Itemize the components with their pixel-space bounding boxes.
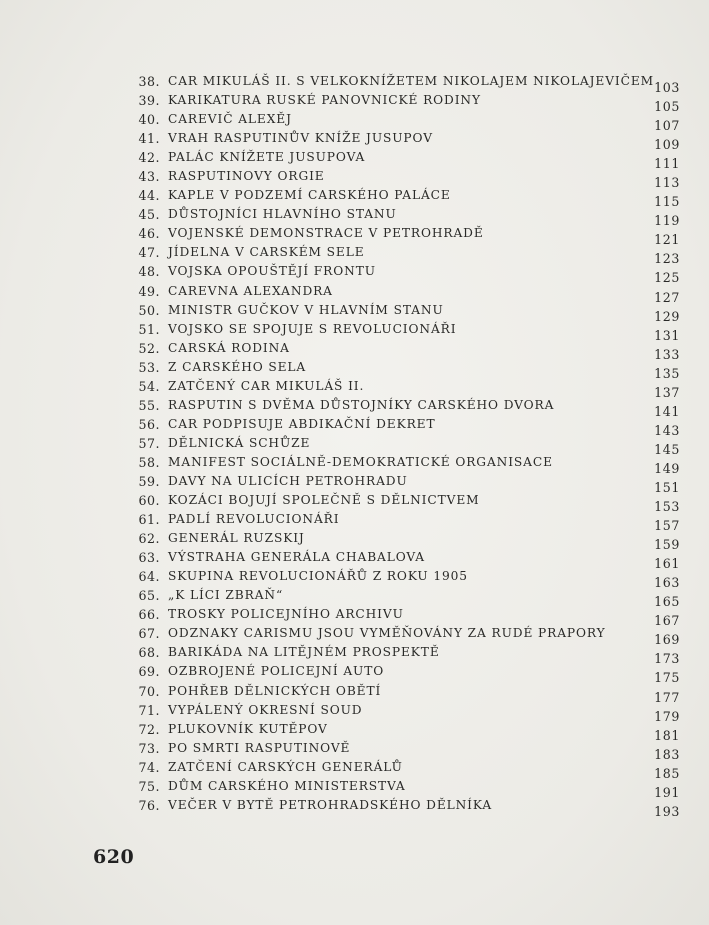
toc-entry bbox=[132, 110, 688, 134]
entry-title: KARIKATURA RUSKÉ PANOVNICKÉ RODINY bbox=[168, 93, 481, 108]
entry-page-number: 145 bbox=[654, 441, 680, 457]
entry-page-number: 137 bbox=[654, 384, 680, 400]
entry-page-number: 107 bbox=[654, 118, 680, 134]
entry-page-number: 149 bbox=[654, 460, 680, 476]
entry-title: VOJSKA OPOUŠTĚJÍ FRONTU bbox=[168, 264, 376, 279]
entry-number: 60. bbox=[138, 493, 160, 509]
entry-number: 45. bbox=[138, 207, 160, 223]
entry-number: 66. bbox=[138, 607, 160, 623]
entry-title: VEČER V BYTĚ PETROHRADSKÉHO DĚLNÍKA bbox=[168, 797, 493, 812]
entry-title: VYPÁLENÝ OKRESNÍ SOUD bbox=[168, 702, 363, 717]
entry-title: PO SMRTI RASPUTINOVĚ bbox=[168, 740, 351, 755]
entry-number: 76. bbox=[138, 797, 160, 813]
entry-title: BARIKÁDA NA LITĚJNÉM PROSPEKTĚ bbox=[168, 645, 440, 660]
entry-page-number: 127 bbox=[654, 289, 680, 305]
entry-title: MANIFEST SOCIÁLNĚ-DEMOKRATICKÉ ORGANISACE bbox=[168, 454, 553, 469]
entry-number: 41. bbox=[138, 131, 160, 147]
entry-number: 54. bbox=[138, 378, 160, 394]
entry-number: 52. bbox=[138, 340, 160, 356]
entry-title: PLUKOVNÍK KUTĚPOV bbox=[168, 721, 328, 736]
entry-page-number: 183 bbox=[654, 746, 680, 762]
entry-page-number: 161 bbox=[654, 556, 680, 572]
entry-title: Z CARSKÉHO SELA bbox=[168, 359, 307, 374]
entry-page-number: 125 bbox=[654, 270, 680, 286]
toc-entry bbox=[132, 339, 688, 362]
entry-number: 68. bbox=[138, 645, 160, 661]
entry-title: KOZÁCI BOJUJÍ SPOLEČNĚ S DĚLNICTVEM bbox=[168, 493, 480, 508]
entry-title: VRAH RASPUTINŮV KNÍŽE JUSUPOV bbox=[168, 131, 433, 146]
toc-entry bbox=[132, 605, 688, 629]
entry-number: 40. bbox=[138, 112, 160, 128]
toc-entry bbox=[132, 624, 688, 648]
entry-page-number: 113 bbox=[654, 175, 680, 191]
toc-entry bbox=[132, 529, 688, 553]
toc-entry bbox=[132, 758, 688, 781]
toc-entry bbox=[132, 567, 688, 591]
entry-page-number: 141 bbox=[654, 403, 680, 419]
toc-entry bbox=[132, 491, 688, 515]
entry-number: 55. bbox=[138, 397, 160, 413]
toc-entry bbox=[132, 701, 688, 724]
toc-entry bbox=[132, 91, 688, 115]
entry-title: VOJENSKÉ DEMONSTRACE V PETROHRADĚ bbox=[168, 226, 484, 241]
toc-entry bbox=[132, 662, 688, 686]
toc-entry bbox=[132, 415, 688, 438]
entry-page-number: 167 bbox=[654, 613, 680, 629]
toc-entry bbox=[132, 510, 688, 534]
entry-title: CAR MIKULÁŠ II. S VELKOKNÍŽETEM NIKOLAJEM NIKOLAJEVIČEM bbox=[168, 74, 655, 88]
entry-page-number: 143 bbox=[654, 422, 680, 438]
entry-number: 59. bbox=[138, 473, 160, 489]
entry-number: 56. bbox=[138, 416, 160, 432]
toc-entry bbox=[132, 129, 688, 153]
entry-number: 38. bbox=[138, 74, 160, 89]
entry-number: 47. bbox=[138, 245, 160, 261]
entry-page-number: 185 bbox=[654, 765, 680, 781]
toc-entry bbox=[132, 205, 688, 229]
toc-entry bbox=[132, 243, 688, 267]
entry-number: 72. bbox=[138, 721, 160, 737]
entry-number: 75. bbox=[138, 778, 160, 794]
entry-number: 61. bbox=[138, 512, 160, 528]
entry-title: DŮM CARSKÉHO MINISTERSTVA bbox=[168, 778, 406, 793]
entry-title: KAPLE V PODZEMÍ CARSKÉHO PALÁCE bbox=[168, 188, 451, 203]
list-of-illustrations bbox=[132, 72, 688, 819]
toc-entry bbox=[132, 548, 688, 572]
toc-entry bbox=[132, 472, 688, 495]
entry-page-number: 129 bbox=[654, 308, 680, 324]
entry-page-number: 175 bbox=[654, 670, 680, 686]
entry-page-number: 109 bbox=[654, 137, 680, 153]
entry-number: 39. bbox=[138, 93, 160, 109]
toc-entry bbox=[132, 777, 688, 800]
entry-page-number: 111 bbox=[654, 156, 680, 172]
entry-title: MINISTR GUČKOV V HLAVNÍM STANU bbox=[168, 302, 444, 317]
entry-number: 73. bbox=[138, 740, 160, 756]
entry-title: PALÁC KNÍŽETE JUSUPOVA bbox=[168, 150, 366, 165]
entry-number: 74. bbox=[138, 759, 160, 775]
entry-page-number: 157 bbox=[654, 518, 680, 534]
toc-entry bbox=[132, 358, 688, 381]
toc-entry bbox=[132, 720, 688, 743]
toc-entry bbox=[132, 72, 688, 95]
entry-title: POHŘEB DĚLNICKÝCH OBĚTÍ bbox=[168, 683, 382, 698]
entry-number: 46. bbox=[138, 226, 160, 242]
entry-title: SKUPINA REVOLUCIONÁŘŮ Z ROKU 1905 bbox=[168, 569, 468, 584]
entry-page-number: 119 bbox=[654, 213, 680, 229]
entry-page-number: 105 bbox=[654, 99, 680, 115]
entry-title: RASPUTIN S DVĚMA DŮSTOJNÍKY CARSKÉHO DVORA bbox=[168, 397, 555, 412]
entry-title: CAR PODPISUJE ABDIKAČNÍ DEKRET bbox=[168, 416, 436, 431]
entry-number: 65. bbox=[138, 588, 160, 604]
entry-page-number: 165 bbox=[654, 594, 680, 610]
entry-page-number: 173 bbox=[654, 651, 680, 667]
entry-page-number: 181 bbox=[654, 727, 680, 743]
entry-page-number: 191 bbox=[654, 784, 680, 800]
toc-entry bbox=[132, 586, 688, 610]
toc-entry bbox=[132, 796, 688, 819]
entry-page-number: 121 bbox=[654, 232, 680, 248]
entry-number: 67. bbox=[138, 626, 160, 642]
entry-number: 71. bbox=[138, 702, 160, 718]
entry-number: 53. bbox=[138, 359, 160, 375]
entry-number: 57. bbox=[138, 435, 160, 451]
entry-page-number: 169 bbox=[654, 632, 680, 648]
entry-title: TROSKY POLICEJNÍHO ARCHIVU bbox=[168, 607, 404, 622]
entry-title: OZBROJENÉ POLICEJNÍ AUTO bbox=[168, 664, 385, 679]
toc-entry bbox=[132, 739, 688, 762]
entry-title: VOJSKO SE SPOJUJE S REVOLUCIONÁŘI bbox=[168, 321, 457, 336]
entry-title: CAREVNA ALEXANDRA bbox=[168, 283, 333, 298]
entry-title: ZATČENÍ CARSKÝCH GENERÁLŮ bbox=[168, 759, 403, 774]
page-number: 620 bbox=[93, 846, 135, 868]
entry-title: CAREVIČ ALEXĚJ bbox=[168, 112, 292, 127]
toc-entry bbox=[132, 682, 688, 705]
entry-number: 49. bbox=[138, 283, 160, 299]
entry-title: RASPUTINOVY ORGIE bbox=[168, 169, 325, 184]
entry-title: PADLÍ REVOLUCIONÁŘI bbox=[168, 512, 340, 527]
entry-page-number: 123 bbox=[654, 251, 680, 267]
toc-entry bbox=[132, 320, 688, 343]
toc-entry bbox=[132, 167, 688, 191]
entry-page-number: 153 bbox=[654, 499, 680, 515]
toc-entry bbox=[132, 148, 688, 172]
entry-title: GENERÁL RUZSKIJ bbox=[168, 531, 305, 546]
entry-page-number: 131 bbox=[654, 327, 680, 343]
entry-page-number: 177 bbox=[654, 689, 680, 705]
entry-number: 58. bbox=[138, 454, 160, 470]
entry-number: 63. bbox=[138, 550, 160, 566]
entry-number: 62. bbox=[138, 531, 160, 547]
toc-entry bbox=[132, 224, 688, 248]
entry-number: 70. bbox=[138, 683, 160, 699]
toc-entry bbox=[132, 434, 688, 457]
entry-title: ODZNAKY CARISMU JSOU VYMĚŇOVÁNY ZA RUDÉ PRAPORY bbox=[168, 626, 606, 641]
toc-entry bbox=[132, 377, 688, 400]
entry-title: DĚLNICKÁ SCHŮZE bbox=[168, 435, 311, 450]
entry-number: 43. bbox=[138, 169, 160, 185]
entry-page-number: 179 bbox=[654, 708, 680, 724]
entry-title: „K LÍCI ZBRAŇ“ bbox=[168, 588, 284, 603]
entry-number: 50. bbox=[138, 302, 160, 318]
entry-page-number: 159 bbox=[654, 537, 680, 553]
toc-entry bbox=[132, 262, 688, 286]
entry-number: 64. bbox=[138, 569, 160, 585]
entry-page-number: 193 bbox=[654, 803, 680, 819]
entry-page-number: 115 bbox=[654, 194, 680, 210]
entry-number: 48. bbox=[138, 264, 160, 280]
toc-entry bbox=[132, 301, 688, 324]
toc-entry bbox=[132, 186, 688, 210]
toc-entry bbox=[132, 643, 688, 667]
entry-title: DAVY NA ULICÍCH PETROHRADU bbox=[168, 473, 408, 488]
entry-number: 51. bbox=[138, 321, 160, 337]
entry-title: JÍDELNA V CARSKÉM SELE bbox=[168, 245, 365, 260]
entry-number: 44. bbox=[138, 188, 160, 204]
entry-number: 42. bbox=[138, 150, 160, 166]
entry-page-number: 133 bbox=[654, 346, 680, 362]
entry-title: VÝSTRAHA GENERÁLA CHABALOVA bbox=[168, 550, 426, 565]
toc-entry bbox=[132, 282, 688, 305]
entry-title: ZATČENÝ CAR MIKULÁŠ II. bbox=[168, 378, 365, 393]
entry-page-number: 103 bbox=[654, 80, 680, 95]
entry-page-number: 163 bbox=[654, 575, 680, 591]
toc-entry bbox=[132, 396, 688, 419]
entry-title: DŮSTOJNÍCI HLAVNÍHO STANU bbox=[168, 207, 397, 222]
entry-page-number: 135 bbox=[654, 365, 680, 381]
entry-title: CARSKÁ RODINA bbox=[168, 340, 290, 355]
entry-number: 69. bbox=[138, 664, 160, 680]
toc-entry bbox=[132, 453, 688, 476]
entry-page-number: 151 bbox=[654, 479, 680, 495]
